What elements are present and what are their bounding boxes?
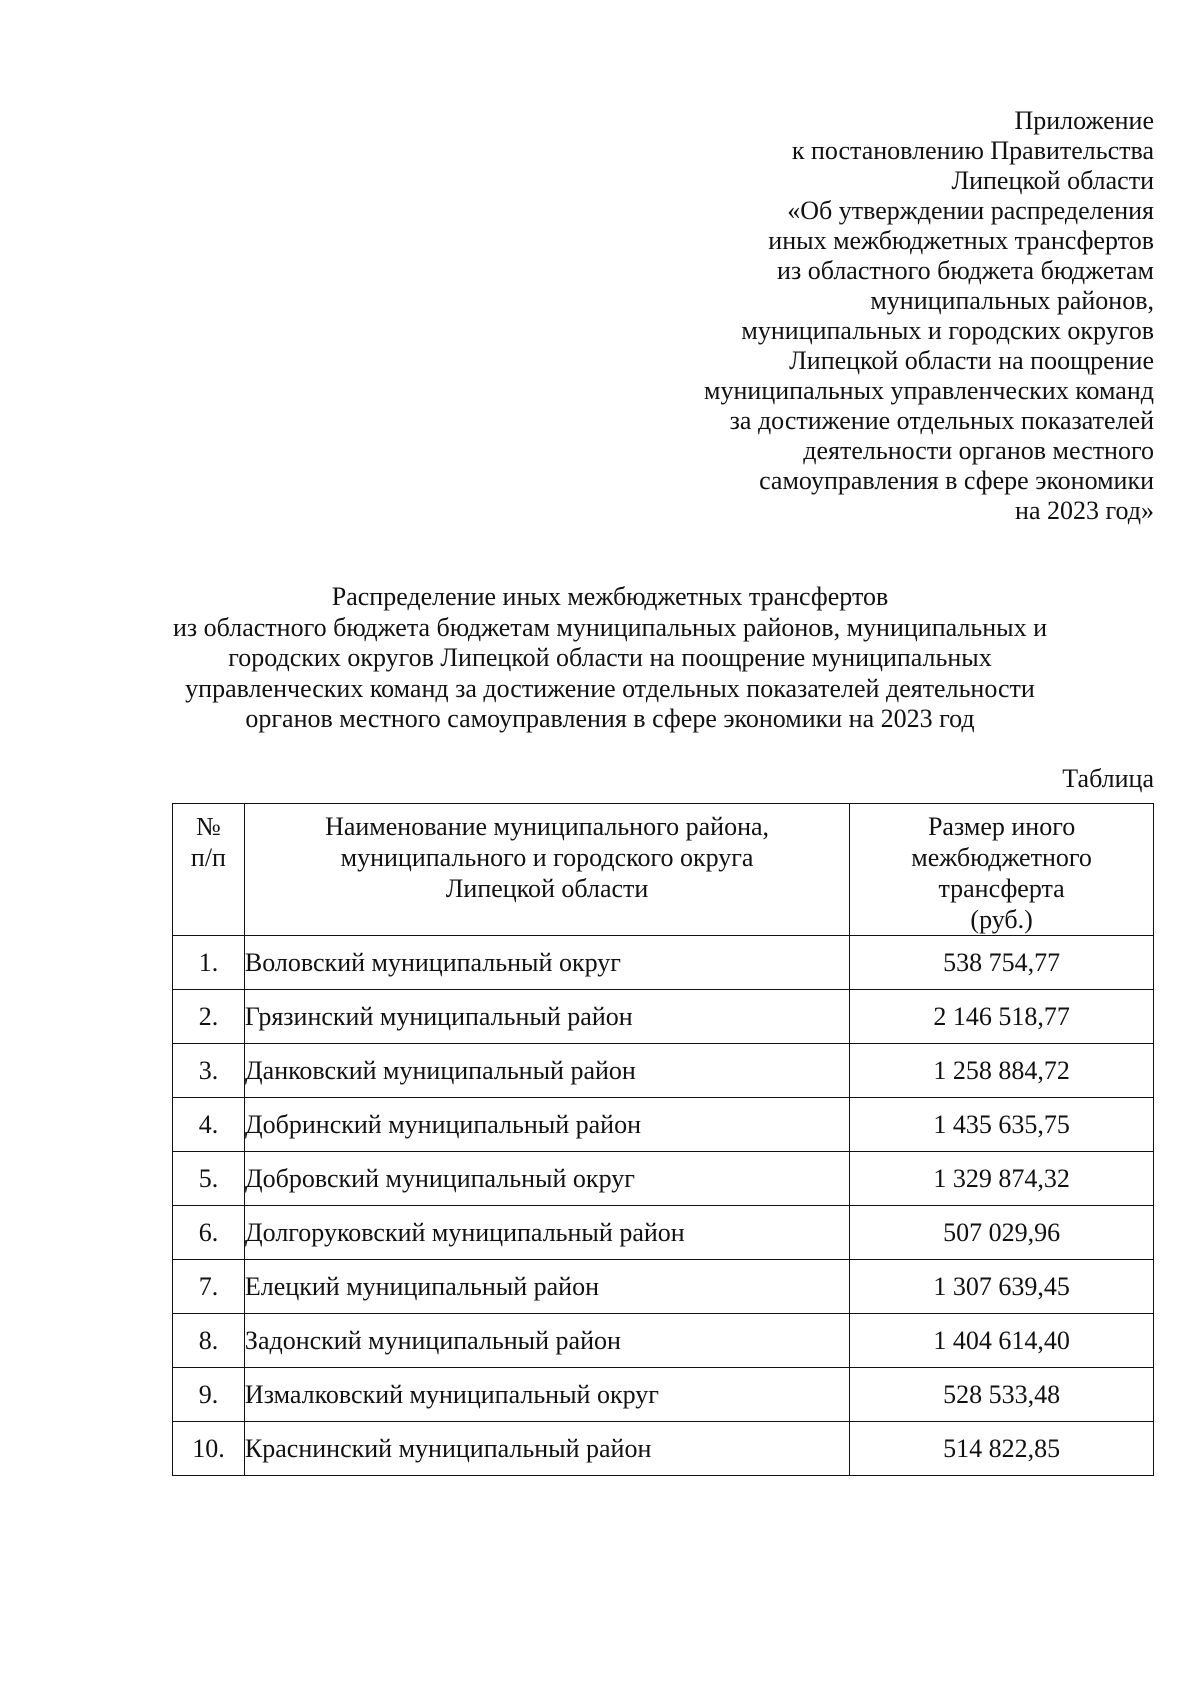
- row-amount: 507 029,96: [850, 1206, 1154, 1260]
- table-header-row: [173, 804, 1154, 936]
- row-number: 1.: [173, 936, 245, 990]
- appendix-line: муниципальных управленческих команд: [704, 376, 1154, 405]
- row-amount: 1 258 884,72: [850, 1044, 1154, 1098]
- table-row: [173, 1098, 1154, 1152]
- row-number: 3.: [173, 1044, 245, 1098]
- header-amount-line: (руб.): [970, 905, 1033, 934]
- row-number: 6.: [173, 1206, 245, 1260]
- appendix-line: муниципальных районов,: [870, 286, 1154, 315]
- row-number: 10.: [173, 1422, 245, 1476]
- appendix-line: к постановлению Правительства: [791, 136, 1154, 165]
- appendix-line: муниципальных и городских округов: [741, 316, 1154, 345]
- header-num: [173, 804, 245, 936]
- distribution-table: [172, 803, 1154, 1476]
- appendix-line: Приложение: [1014, 106, 1154, 135]
- heading-line: управленческих команд за достижение отдельных показателей деятельности: [185, 673, 1035, 703]
- row-amount: 514 822,85: [850, 1422, 1154, 1476]
- row-amount: 538 754,77: [850, 936, 1154, 990]
- table-row: [173, 1260, 1154, 1314]
- appendix-line: Липецкой области: [951, 166, 1154, 195]
- header-num-line: п/п: [190, 843, 226, 872]
- row-number: 5.: [173, 1152, 245, 1206]
- appendix-line: самоуправления в сфере экономики: [759, 466, 1154, 495]
- row-amount: 1 307 639,45: [850, 1260, 1154, 1314]
- row-number: 4.: [173, 1098, 245, 1152]
- appendix-line: иных межбюджетных трансфертов: [768, 226, 1154, 255]
- row-amount: 1 329 874,32: [850, 1152, 1154, 1206]
- header-amount-line: Размер иного: [927, 812, 1076, 841]
- header-name: [244, 804, 849, 936]
- appendix-line: за достижение отдельных показателей: [729, 406, 1154, 435]
- row-municipality: Измалковский муниципальный округ: [244, 1368, 849, 1422]
- appendix-line: «Об утверждении распределения: [787, 196, 1154, 225]
- row-amount: 2 146 518,77: [850, 990, 1154, 1044]
- header-name-line: Наименование муниципального района,: [325, 812, 770, 841]
- header-name-line: муниципального и городского округа: [340, 843, 754, 872]
- appendix-line: деятельности органов местного: [803, 436, 1154, 465]
- heading-line: городских округов Липецкой области на поощрение муниципальных: [228, 643, 992, 672]
- heading-line: Распределение иных межбюджетных трансфертов: [331, 582, 889, 611]
- table-row: [173, 1152, 1154, 1206]
- row-municipality: Данковский муниципальный район: [244, 1044, 849, 1098]
- row-number: 8.: [173, 1314, 245, 1368]
- table-row: [173, 1044, 1154, 1098]
- table-row: [173, 990, 1154, 1044]
- heading-line: из областного бюджета бюджетам муниципальных районов, муниципальных и: [172, 612, 1048, 642]
- row-municipality: Краснинский муниципальный район: [244, 1422, 849, 1476]
- row-amount: 1 435 635,75: [850, 1098, 1154, 1152]
- header-num-line: №: [196, 812, 221, 841]
- header-amount: [850, 804, 1154, 936]
- row-amount: 1 404 614,40: [850, 1314, 1154, 1368]
- row-amount: 528 533,48: [850, 1368, 1154, 1422]
- row-municipality: Грязинский муниципальный район: [244, 990, 849, 1044]
- header-name-line: Липецкой области: [445, 874, 649, 903]
- row-municipality: Воловский муниципальный округ: [244, 936, 849, 990]
- header-amount-line: межбюджетного: [911, 843, 1092, 872]
- table-row: [173, 1422, 1154, 1476]
- row-municipality: Елецкий муниципальный район: [244, 1260, 849, 1314]
- appendix-line: из областного бюджета бюджетам: [777, 256, 1154, 285]
- table-label: Таблица: [1062, 764, 1154, 793]
- document-heading: [160, 582, 1060, 735]
- appendix-line: на 2023 год»: [1015, 496, 1154, 525]
- table-row: [173, 1368, 1154, 1422]
- row-number: 9.: [173, 1368, 245, 1422]
- appendix-line: Липецкой области на поощрение: [789, 346, 1154, 375]
- table-row: [173, 1314, 1154, 1368]
- row-municipality: Добровский муниципальный округ: [244, 1152, 849, 1206]
- table-row: [173, 1206, 1154, 1260]
- heading-line: органов местного самоуправления в сфере экономики на 2023 год: [245, 704, 975, 733]
- row-municipality: Задонский муниципальный район: [244, 1314, 849, 1368]
- row-municipality: Долгоруковский муниципальный район: [244, 1206, 849, 1260]
- row-number: 7.: [173, 1260, 245, 1314]
- header-amount-line: трансферта: [938, 874, 1065, 903]
- appendix-block: [704, 106, 1154, 526]
- row-municipality: Добринский муниципальный район: [244, 1098, 849, 1152]
- row-number: 2.: [173, 990, 245, 1044]
- table-row: [173, 936, 1154, 990]
